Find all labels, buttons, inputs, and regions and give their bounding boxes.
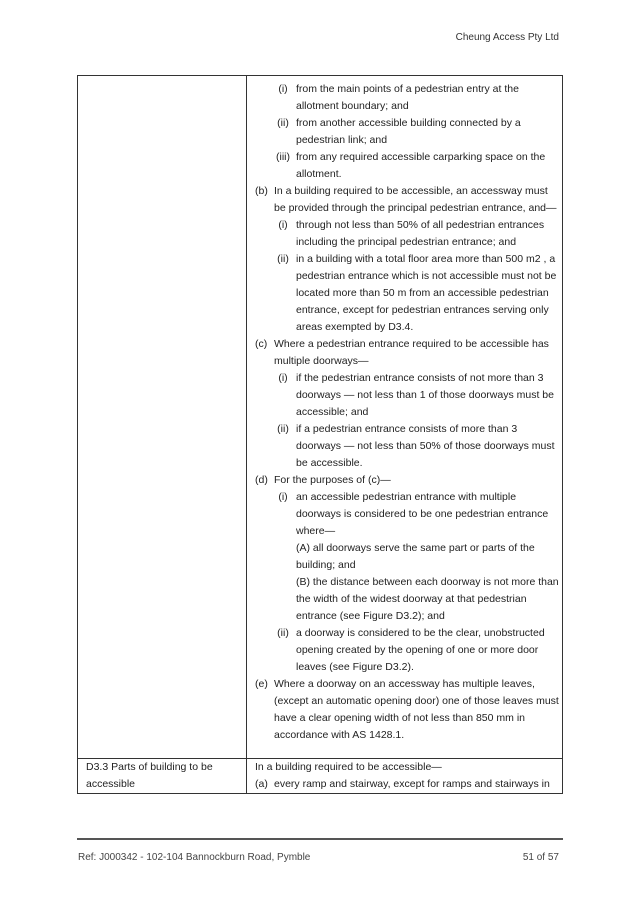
header-company: Cheung Access Pty Ltd [455, 32, 559, 43]
list-item: (ii) from another accessible building connected by a pedestrian link; and [277, 117, 521, 146]
clause-d: (d) For the purposes of (c)— [255, 474, 391, 486]
page-number: 51 of 57 [522, 852, 559, 863]
sub-item-b: (B) the distance between each doorway is not more than the width of the widest doorway at that pedestrian entrance (see Figure D3.2); and [296, 576, 559, 622]
list-item: (i) from the main points of a pedestrian entry at the allotment boundary; and [278, 83, 519, 112]
list-item: (ii) in a building with a total floor area more than 500 m2 , a pedestrian entrance which is not accessible must not be located more than 50 m from an accessible pedestrian entrance, except for pedestrian entrances serving only areas exempted by D3.4. [277, 253, 557, 333]
row-content-cell [247, 759, 563, 794]
row-label-cell [78, 76, 247, 759]
clause-c: (c) Where a pedestrian entrance required to be accessible has multiple doorways— [255, 338, 549, 367]
table-row [78, 76, 563, 759]
compliance-table [77, 75, 563, 794]
footer-reference: Ref: J000342 - 102-104 Bannockburn Road, Pymble [78, 852, 311, 863]
list-item: (i) an accessible pedestrian entrance with multiple doorways is considered to be one pedestrian entrance where— [278, 491, 549, 537]
clause-intro: In a building required to be accessible— [255, 761, 442, 773]
sub-item-a: (A) all doorways serve the same part or parts of the building; and [296, 542, 535, 571]
clause-heading: D3.3 Parts of building to be accessible [86, 761, 213, 790]
clause-b: (b) In a building required to be accessible, an accessway must be provided through the principal pedestrian entrance, and— [255, 185, 557, 214]
footer-divider [77, 838, 563, 840]
table-row [78, 759, 563, 794]
row-label-cell [78, 759, 247, 794]
list-item: (a) every ramp and stairway, except for ramps and stairways in [255, 778, 550, 790]
list-item: (iii) from any required accessible carparking space on the allotment. [276, 151, 546, 180]
clause-e: (e) Where a doorway on an accessway has multiple leaves, (except an automatic opening door) one of those leaves must have a clear opening width of not less than 850 mm in accordance with AS 1428.1. [255, 678, 559, 741]
list-item: (i) through not less than 50% of all pedestrian entrances including the principal pedestrian entrance; and [278, 219, 545, 248]
row-content-cell [247, 76, 563, 759]
list-item: (ii) a doorway is considered to be the clear, unobstructed opening created by the opening of one or more door leaves (see Figure D3.2). [277, 627, 545, 673]
list-item: (i) if the pedestrian entrance consists of not more than 3 doorways — not less than 1 of those doorways must be accessible; and [278, 372, 554, 418]
list-item: (ii) if a pedestrian entrance consists of more than 3 doorways — not less than 50% of those doorways must be accessible. [277, 423, 555, 469]
